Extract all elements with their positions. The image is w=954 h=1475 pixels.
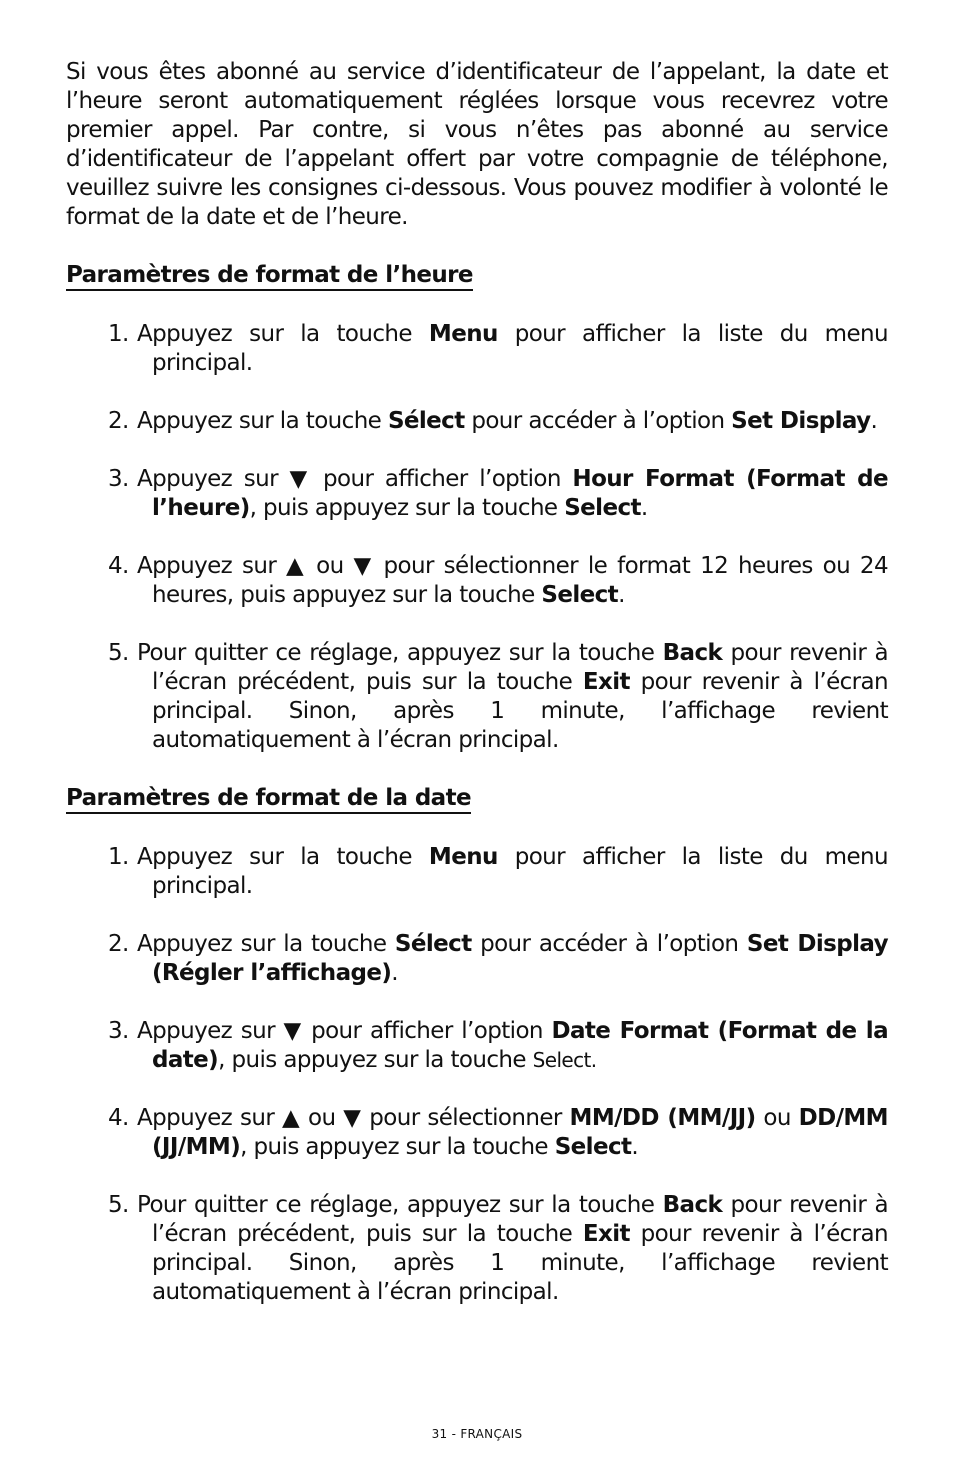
step-text: , puis appuyez sur la touche [240, 1134, 555, 1160]
step-text: pour revenir à l’écran principal. Sinon, après 1 minute, l’affichage revient automatiquement à l’écran principal. [152, 669, 888, 753]
step-text: ou [755, 1105, 799, 1131]
intro-paragraph: Si vous êtes abonné au service d’identificateur de l’appelant, la date et l’heure seront automatiquement réglées lorsque vous recevrez votre premier appel. Par contre, si vous n’êtes pas abonné au service d’identificateur de l’appelant offert par votre compagnie de téléphone, veuillez suivre les consignes ci-dessous. Vous pouvez modifier à volonté le format de la date et de l’heure. [66, 59, 888, 230]
date-step-1 [108, 843, 888, 901]
step-text: . [870, 408, 878, 434]
hour-step-4 [108, 552, 888, 610]
step-text: Pour quitter ce réglage, appuyez sur la touche [137, 1192, 663, 1218]
hour-step-1 [108, 320, 888, 378]
key-label: Select [564, 495, 641, 521]
step-number: 1. [108, 844, 129, 870]
key-label: Back [662, 640, 723, 666]
key-label: Exit [582, 1221, 630, 1247]
step-number: 5. [108, 640, 129, 666]
page-footer: 31 - FRANÇAIS [431, 1427, 523, 1441]
step-number: 2. [108, 931, 129, 957]
option-label: DD/MM (JJ/MM) [152, 1105, 888, 1160]
key-label: Menu [428, 844, 498, 870]
step-text: Appuyez sur ▼ pour afficher l’option [137, 1018, 552, 1044]
option-label: Set Display [731, 408, 871, 434]
step-text: Appuyez sur ▼ pour afficher l’option [137, 466, 573, 492]
step-text: pour afficher la liste du menu principal. [152, 844, 888, 899]
step-number: 3. [108, 1018, 129, 1044]
step-text: pour revenir à l’écran principal. Sinon, après 1 minute, l’affichage revient automatiquement à l’écran principal. [152, 1221, 888, 1305]
date-step-4 [108, 1104, 888, 1162]
step-text: , puis appuyez sur la touche [249, 495, 565, 521]
step-text: pour afficher la liste du menu principal. [152, 321, 888, 376]
step-number: 4. [108, 553, 129, 579]
step-number: 5. [108, 1192, 129, 1218]
hour-step-5 [108, 639, 888, 755]
page-body [66, 58, 888, 1336]
option-label: Set Display (Régler l’affichage) [152, 931, 889, 986]
date-steps-list [66, 843, 888, 1307]
step-text: . [631, 1134, 639, 1160]
key-label: Sélect [387, 408, 465, 434]
step-text: Appuyez sur la touche [137, 844, 429, 870]
step-number: 2. [108, 408, 129, 434]
step-text: Appuyez sur la touche [137, 931, 395, 957]
hour-steps-list [66, 320, 888, 755]
step-text: pour accéder à l’option [471, 931, 747, 957]
hour-section-title: Paramètres de format de l’heure [66, 262, 473, 291]
option-label: MM/DD (MM/JJ) [569, 1105, 756, 1131]
option-label: Hour Format (Format de l’heure) [152, 466, 888, 521]
step-text: Pour quitter ce réglage, appuyez sur la touche [137, 640, 663, 666]
key-label: Back [662, 1192, 723, 1218]
step-text: Appuyez sur ▲ ou ▼ pour sélectionner [137, 1105, 570, 1131]
key-label: Select. [532, 1048, 597, 1072]
date-step-2 [108, 930, 888, 988]
step-number: 3. [108, 466, 129, 492]
step-number: 1. [108, 321, 129, 347]
hour-step-3 [108, 465, 888, 523]
step-number: 4. [108, 1105, 129, 1131]
step-text: pour revenir à l’écran précédent, puis sur la touche [152, 640, 888, 695]
key-label: Select [554, 1134, 632, 1160]
step-text: Appuyez sur la touche [137, 408, 388, 434]
date-step-3 [108, 1017, 888, 1075]
date-step-5 [108, 1191, 888, 1307]
step-text: pour revenir à l’écran précédent, puis sur la touche [152, 1192, 888, 1247]
hour-step-2 [108, 407, 888, 436]
key-label: Sélect [394, 931, 472, 957]
date-format-section [66, 784, 888, 1307]
step-text: , puis appuyez sur la touche [218, 1047, 533, 1073]
step-text: . [391, 960, 398, 986]
step-text: pour accéder à l’option [464, 408, 732, 434]
option-label: Date Format (Format de la date) [152, 1018, 889, 1073]
hour-format-section [66, 261, 888, 755]
step-text: Appuyez sur ▲ ou ▼ pour sélectionner le format 12 heures ou 24 heures, puis appuyez sur la touche [137, 553, 888, 608]
key-label: Menu [428, 321, 498, 347]
date-section-title: Paramètres de format de la date [66, 785, 471, 814]
step-text: Appuyez sur la touche [137, 321, 429, 347]
step-text: . [618, 582, 625, 608]
key-label: Exit [582, 669, 630, 695]
key-label: Select [541, 582, 619, 608]
step-text: . [640, 495, 648, 521]
